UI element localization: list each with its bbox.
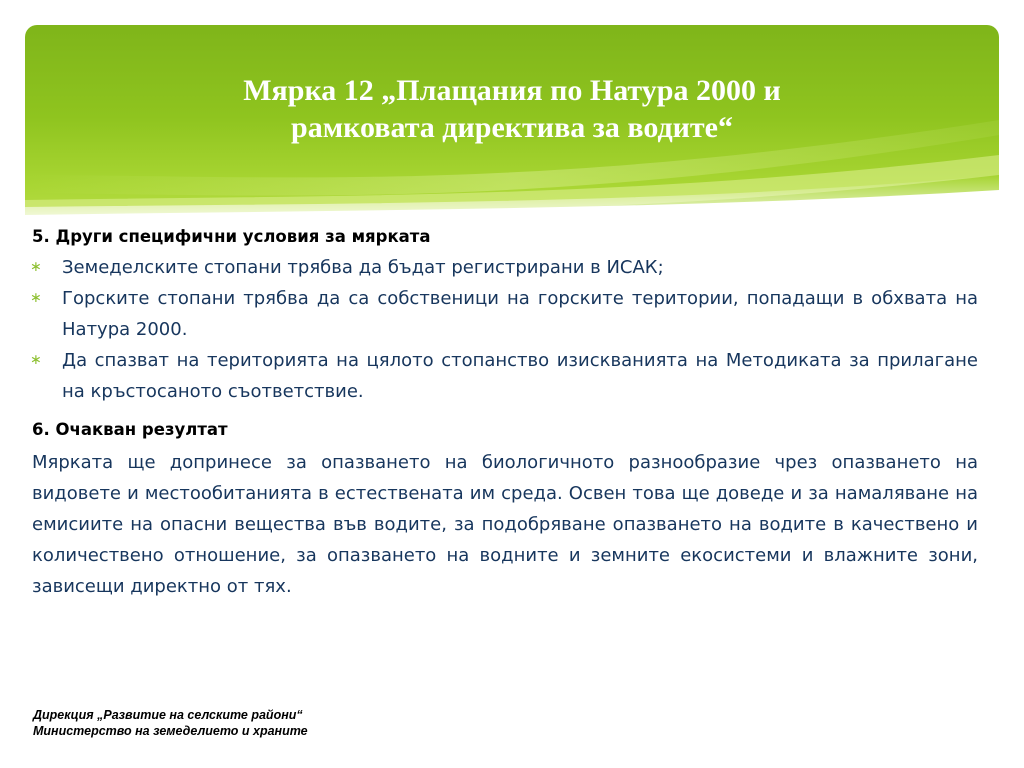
footer-attribution bbox=[33, 707, 308, 739]
slide-body bbox=[32, 222, 978, 602]
bullet-item-text: Горските стопани трябва да са собственици на горските територии, попадащи в обхвата на Натура 2000. bbox=[62, 288, 978, 340]
bullet-item bbox=[32, 345, 978, 407]
bullet-item-text: Земеделските стопани трябва да бъдат регистрирани в ИСАК; bbox=[62, 257, 664, 278]
section-5-heading: 5. Други специфични условия за мярката bbox=[32, 227, 431, 246]
footer-directorate: Дирекция „Развитие на селските райони“ bbox=[33, 708, 303, 722]
section-5-bullet-list bbox=[32, 252, 978, 407]
asterisk-bullet-icon: ∗ bbox=[30, 259, 42, 275]
bullet-item bbox=[32, 252, 978, 283]
asterisk-bullet-icon: ∗ bbox=[30, 352, 42, 368]
bullet-item bbox=[32, 283, 978, 345]
slide-title-line-1: Мярка 12 „Плащания по Натура 2000 и bbox=[243, 74, 781, 107]
footer-ministry: Министерство на земеделието и храните bbox=[33, 724, 308, 738]
section-6-heading: 6. Очакван резултат bbox=[32, 420, 228, 439]
asterisk-bullet-icon: ∗ bbox=[30, 290, 42, 306]
section-6-paragraph: Мярката ще допринесе за опазването на биологичното разнообразие чрез опазването на видовете и местообитанията в естествената им среда. Освен това ще доведе и за намаляване на емисиите на опасни вещества във водите, за подобряване опазването на водите в качествено и количествено отношение, за опазването на водните и земните екосистеми и влажните зони, зависещи директно от тях. bbox=[32, 452, 978, 597]
bullet-item-text: Да спазват на територията на цялото стопанство изискванията на Методиката за прилагане на кръстосаното съответствие. bbox=[62, 350, 978, 402]
slide-title-line-2: рамковата директива за водите“ bbox=[291, 111, 733, 144]
slide-title bbox=[25, 72, 999, 146]
